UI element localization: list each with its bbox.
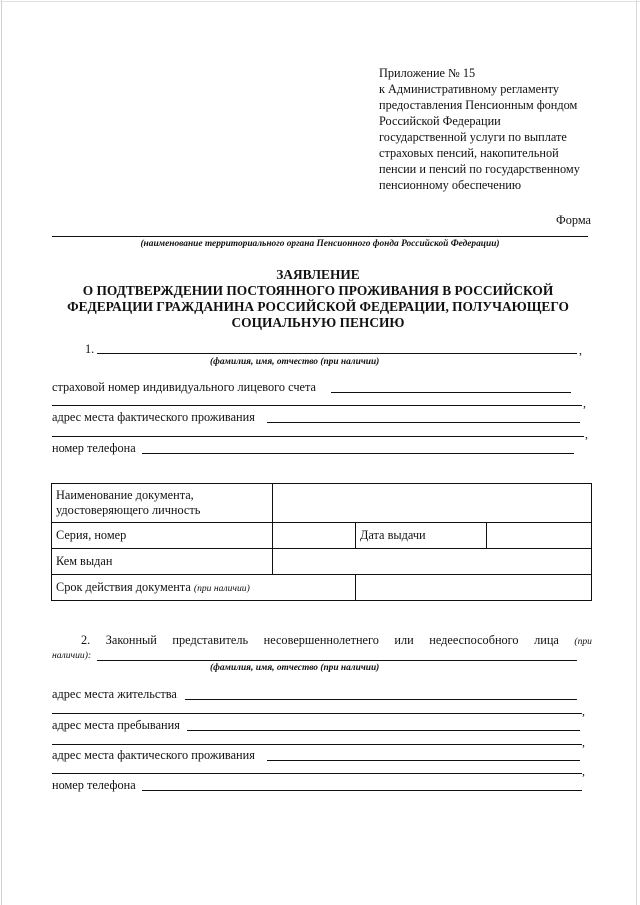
org-name-field[interactable] (52, 236, 588, 237)
comma: , (583, 396, 586, 410)
validity-note: (при наличии) (193, 583, 250, 594)
form-label: Форма (556, 213, 591, 227)
doc-name-value[interactable] (273, 484, 592, 523)
section2-text: Законный представитель несовершеннолетнего или недееспособного лица (105, 633, 559, 647)
header-line: пенсионному обеспечению (379, 178, 522, 192)
stay-field[interactable] (187, 730, 580, 731)
applicant-fio-field[interactable] (97, 353, 577, 354)
snils-label: страховой номер индивидуального лицевого счета (52, 380, 316, 394)
document-title (52, 267, 584, 331)
residence-field[interactable] (185, 699, 577, 700)
residence-label: адрес места жительства (52, 687, 177, 701)
issue-date-value[interactable] (487, 523, 592, 549)
comma: , (582, 704, 585, 718)
header-line: Российской Федерации (379, 114, 501, 128)
page-edge (0, 1, 640, 2)
validity-main: Срок действия документа (56, 580, 191, 594)
title-line: ЗАЯВЛЕНИЕ (276, 267, 360, 282)
fio-caption: (фамилия, имя, отчество (при наличии) (210, 663, 380, 673)
issued-by-value[interactable] (273, 549, 592, 575)
blank-line[interactable] (52, 773, 582, 774)
issue-date-label: Дата выдачи (356, 523, 487, 549)
actual-address-field[interactable] (267, 422, 580, 423)
comma: , (582, 764, 585, 778)
section2-number: 2. (81, 633, 91, 647)
header-line: предоставления Пенсионным фондом (379, 98, 578, 112)
phone-label: номер телефона (52, 441, 136, 455)
title-line: ФЕДЕРАЦИИ ГРАЖДАНИНА РОССИЙСКОЙ ФЕДЕРАЦИИ, ПОЛУЧАЮЩЕГО (67, 299, 569, 314)
blank-line[interactable] (52, 744, 582, 745)
comma: , (585, 427, 588, 441)
actual-address-field[interactable] (267, 760, 580, 761)
doc-name-label: Наименование документа, удостоверяющего личность (52, 484, 273, 523)
header-line: государственной услуги по выплате (379, 130, 567, 144)
blank-line[interactable] (52, 405, 582, 406)
blank-line[interactable] (52, 436, 584, 437)
issued-by-label: Кем выдан (52, 549, 273, 575)
series-number-label: Серия, номер (52, 523, 273, 549)
comma: , (579, 343, 582, 357)
section2-note-end: наличии): (52, 650, 92, 661)
representative-fio-field[interactable] (97, 660, 577, 661)
page-edge (636, 0, 637, 905)
stay-label: адрес места пребывания (52, 718, 180, 732)
actual-address-label: адрес места фактического проживания (52, 410, 255, 424)
header-line: страховых пенсий, накопительной (379, 146, 559, 160)
snils-field[interactable] (331, 392, 571, 393)
appendix-header (379, 65, 619, 193)
actual-address-label: адрес места фактического проживания (52, 748, 255, 762)
header-line: к Административному регламенту (379, 82, 560, 96)
section2-note-start: (при (574, 636, 592, 647)
section1-number: 1. (85, 342, 95, 356)
fio-caption: (фамилия, имя, отчество (при наличии) (210, 357, 380, 367)
phone-field[interactable] (142, 453, 574, 454)
section2-heading (52, 632, 592, 650)
series-number-value[interactable] (273, 523, 356, 549)
blank-line[interactable] (52, 713, 582, 714)
comma: , (582, 735, 585, 749)
validity-label (52, 575, 356, 601)
org-caption: (наименование территориального органа Пенсионного фонда Российской Федерации) (140, 239, 500, 249)
header-line: пенсии и пенсий по государственному (379, 162, 580, 176)
id-document-table (51, 483, 592, 601)
title-line: О ПОДТВЕРЖДЕНИИ ПОСТОЯННОГО ПРОЖИВАНИЯ В РОССИЙСКОЙ (82, 283, 554, 298)
title-line: СОЦИАЛЬНУЮ ПЕНСИЮ (231, 315, 405, 330)
header-line: Приложение № 15 (379, 66, 476, 80)
validity-value[interactable] (356, 575, 592, 601)
phone-label: номер телефона (52, 778, 136, 792)
phone-field[interactable] (142, 790, 582, 791)
page-edge (1, 0, 2, 905)
